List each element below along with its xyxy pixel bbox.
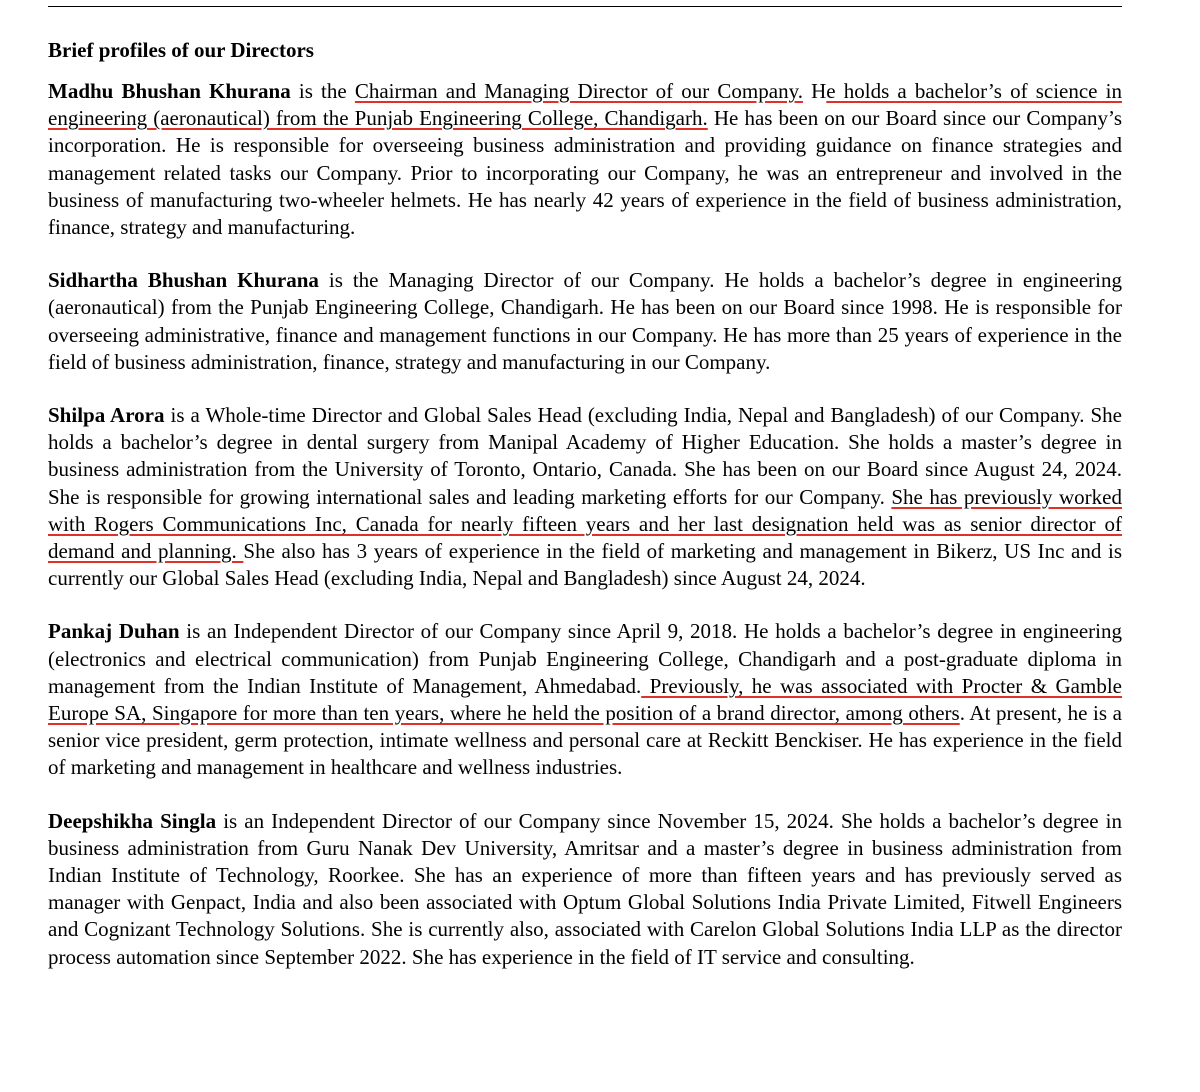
- highlighted-text: Previously, he was associated with Procter & Gamble Europe SA, Singapore for more than ten years, where he held the position of a brand director, among others: [48, 673, 1122, 726]
- director-name: Deepshikha Singla: [48, 808, 217, 833]
- director-profile-pankaj: [48, 618, 1122, 781]
- director-profile-deepshikha: [48, 808, 1122, 971]
- director-name: Madhu Bhushan Khurana: [48, 79, 291, 103]
- director-name: Sidhartha Bhushan Khurana: [48, 268, 319, 293]
- profile-text: H: [802, 79, 827, 103]
- highlighted-text: Chairman and Managing Director of our Company.: [354, 79, 803, 103]
- director-profile-madhu: [48, 78, 1122, 241]
- director-profile-shilpa: [48, 402, 1122, 592]
- profile-text: . At present, he is a senior vice president, germ protection, intimate wellness and personal care at Reckitt Benckiser. He has experience in the field of marketing and management in healthcare and wellness industries.: [48, 701, 1122, 780]
- document-page: [48, 36, 1122, 997]
- highlighted-text: She has previously worked with Rogers Communications Inc, Canada for nearly fifteen years and her last designation held was as senior director of demand and planning.: [48, 484, 1122, 564]
- director-name: Pankaj Duhan: [48, 619, 180, 644]
- profile-text: She also has 3 years of experience in the field of marketing and management in Bikerz, US Inc and is currently our Global Sales Head (excluding India, Nepal and Bangladesh) since August 24, 2024.: [48, 539, 1122, 591]
- profile-text: He has been on our Board since our Company’s incorporation. He is responsible for overseeing business administration and providing guidance on finance strategies and management related tasks our Company. Prior to incorporating our Company, he was an entrepreneur and involved in the business of manufacturing two-wheeler helmets. He has nearly 42 years of experience in the field of business administration, finance, strategy and manufacturing.: [48, 106, 1122, 240]
- profile-text: is the Managing Director of our Company. He holds a bachelor’s degree in engineering (aeronautical) from the Punjab Engineering College, Chandigarh. He has been on our Board since 1998. He is responsible for overseeing administrative, finance and management functions in our Company. He has more than 25 years of experience in the field of business administration, finance, strategy and manufacturing in our Company.: [48, 268, 1122, 374]
- profile-text: is a Whole-time Director and Global Sales Head (excluding India, Nepal and Bangladesh) of our Company. She holds a bachelor’s degree in dental surgery from Manipal Academy of Higher Education. She holds a master’s degree in business administration from the University of Toronto, Ontario, Canada. She has been on our Board since August 24, 2024. She is responsible for growing international sales and leading marketing efforts for our Company.: [48, 403, 1122, 509]
- profile-text: is the: [290, 79, 355, 103]
- page-title: Brief profiles of our Directors: [48, 38, 314, 62]
- director-name: Shilpa Arora: [48, 403, 165, 428]
- highlighted-text: e holds a bachelor’s of science in engineering (aeronautical) from the Punjab Engineering College, Chandigarh.: [48, 79, 1122, 131]
- profile-text: is an Independent Director of our Company since April 9, 2018. He holds a bachelor’s degree in engineering (electronics and electrical communication) from Punjab Engineering College, Chandigarh and a post-graduate diploma in management from the Indian Institute of Management, Ahmedabad.: [48, 619, 1122, 698]
- director-profile-sidhartha: [48, 267, 1122, 376]
- top-divider: [48, 6, 1122, 7]
- profile-text: is an Independent Director of our Company since November 15, 2024. She holds a bachelor’s degree in business administration from Guru Nanak Dev University, Amritsar and a master’s degree in business administration from Indian Institute of Technology, Roorkee. She has an experience of more than fifteen years and has previously served as manager with Genpact, India and also been associated with Optum Global Solutions India Private Limited, Fitwell Engineers and Cognizant Technology Solutions. She is currently also, associated with Carelon Global Solutions India LLP as the director process automation since September 2022. She has experience in the field of IT service and consulting.: [48, 808, 1122, 969]
